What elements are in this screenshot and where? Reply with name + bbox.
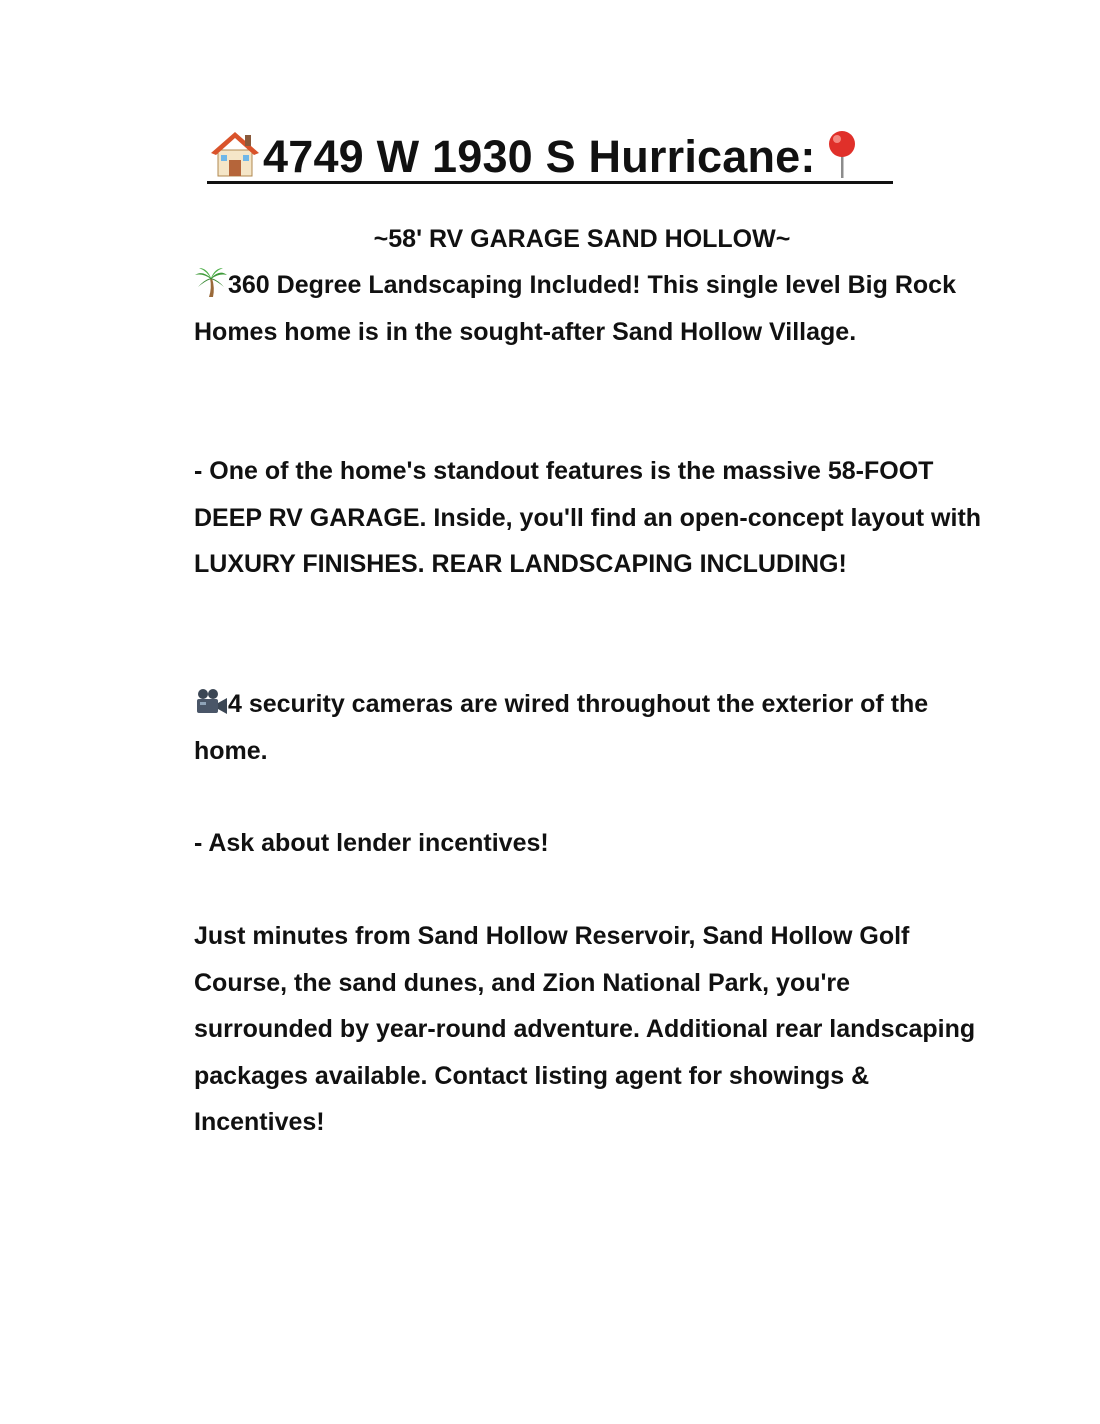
paragraph-text: 360 Degree Landscaping Included! This single level Big Rock Homes home is in the sought-after Sand Hollow Village. [194,271,956,346]
paragraph-text: Just minutes from Sand Hollow Reservoir, Sand Hollow Golf Course, the sand dunes, and Zion National Park, you're surrounded by year-round adventure. Additional rear landscaping packages available. Contact listing agent for showings & Incentives! [194,922,976,1136]
house-icon [207,128,263,178]
paragraph-text: - Ask about lender incentives! [194,829,549,857]
page-title [207,128,893,184]
paragraph-rv-garage [194,448,984,588]
paragraph-landscaping [194,262,984,355]
palm-tree-icon [194,266,228,298]
video-camera-icon [194,685,228,717]
paragraph-text: - One of the home's standout features is the massive 58-FOOT DEEP RV GARAGE. Inside, you'll find an open-concept layout with LUXURY FINISHES. REAR LANDSCAPING INCLUDING! [194,457,982,578]
paragraph-lender-incentives [194,820,984,867]
title-text: 4749 W 1930 S Hurricane: [263,131,816,182]
subtitle: ~58' RV GARAGE SAND HOLLOW~ [373,225,791,253]
paragraph-location [194,913,984,1146]
paragraph-security-cameras [194,681,984,774]
round-pushpin-icon [820,128,864,180]
paragraph-text: 4 security cameras are wired throughout the exterior of the home. [194,690,929,765]
